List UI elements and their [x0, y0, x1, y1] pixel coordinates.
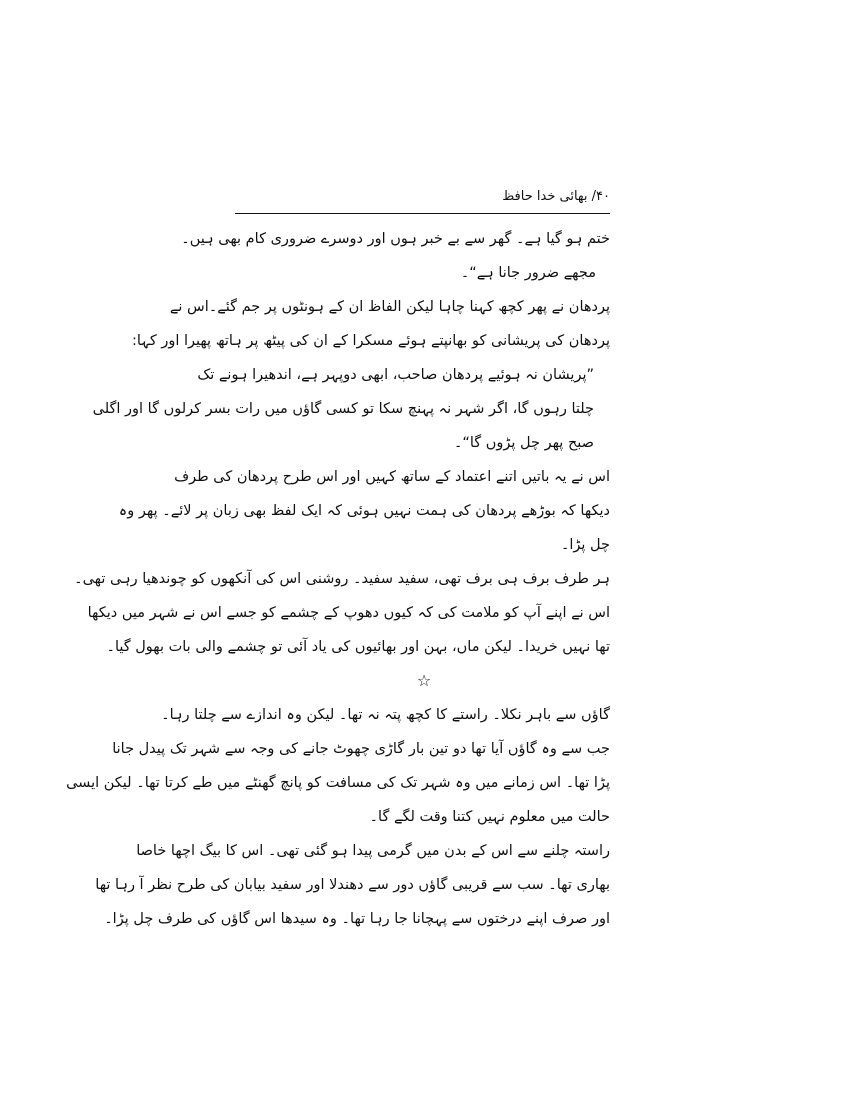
quote-line: صبح پھر چل پڑوں گا“۔ [453, 435, 594, 451]
text-line: چل پڑا۔ [560, 537, 610, 553]
section-separator-star: ☆ [416, 671, 432, 690]
quote-line: چلتا رہوں گا، اگر شہر نہ پہنچ سکا تو کسی گاؤں میں رات بسر کرلوں گا اور اگلی [92, 401, 594, 417]
text-line: اور صرف اپنے درختوں سے پہچانا جا رہا تھا۔ وہ سیدھا اس گاؤں کی طرف چل پڑا۔ [104, 911, 610, 927]
running-head: ۴۰/ بھائی خدا حافظ [502, 189, 610, 204]
text-line: حالت میں معلوم نہیں کتنا وقت لگے گا۔ [369, 809, 610, 825]
page-body [66, 222, 610, 936]
text-line: بھاری تھا۔ سب سے قریبی گاؤں دور سے دھندلا اور سفید بیابان کی طرح نظر آ رہا تھا [95, 877, 610, 893]
text-line: تھا نہیں خریدا۔ لیکن ماں، بہن اور بھائیوں کی یاد آئی تو چشمے والی بات بھول گیا۔ [106, 639, 610, 655]
text-line: ختم ہو گیا ہے۔ گھر سے بے خبر ہوں اور دوسرے ضروری کام بھی ہیں۔ [181, 231, 610, 247]
text-line: اس نے اپنے آپ کو ملامت کی کہ کیوں دھوپ کے چشمے کو جسے اس نے شہر میں دیکھا [87, 605, 610, 621]
quote-line: ”پریشان نہ ہوئیے پردھان صاحب، ابھی دوپہر ہے، اندھیرا ہونے تک [197, 367, 594, 383]
text-line: گاؤں سے باہر نکلا۔ راستے کا کچھ پتہ نہ تھا۔ لیکن وہ اندازے سے چلتا رہا۔ [161, 707, 610, 723]
text-line: دیکھا کہ بوڑھے پردھان کی ہمت نہیں ہوئی کہ ایک لفظ بھی زبان پر لائے۔ پھر وہ [118, 503, 610, 519]
text-line: اس نے یہ باتیں اتنے اعتماد کے ساتھ کہیں اور اس طرح پردھان کی طرف [174, 469, 610, 485]
text-line: پڑا تھا۔ اس زمانے میں وہ شہر تک کی مسافت کو پانچ گھنٹے میں طے کرتا تھا۔ لیکن ایسی [66, 775, 610, 791]
text-line: پردھان کی پریشانی کو بھانپتے ہوئے مسکرا کے ان کی پیٹھ پر ہاتھ پھیرا اور کہا: [132, 333, 610, 349]
text-line: مجھے ضرور جانا ہے“۔ [460, 265, 596, 281]
text-line: ہر طرف برف ہی برف تھی، سفید سفید۔ روشنی اس کی آنکھوں کو چوندھیا رہی تھی۔ [74, 571, 610, 587]
text-line: جب سے وہ گاؤں آیا تھا دو تین بار گاڑی چھوٹ جانے کی وجہ سے شہر تک پیدل جانا [112, 741, 610, 757]
header-rule [235, 213, 610, 214]
text-line: راستہ چلنے سے اس کے بدن میں گرمی پیدا ہو گئی تھی۔ اس کا بیگ اچھا خاصا [136, 843, 610, 859]
text-line: پردھان نے پھر کچھ کہنا چاہا لیکن الفاظ ان کے ہونٹوں پر جم گئے۔اس نے [169, 299, 610, 315]
